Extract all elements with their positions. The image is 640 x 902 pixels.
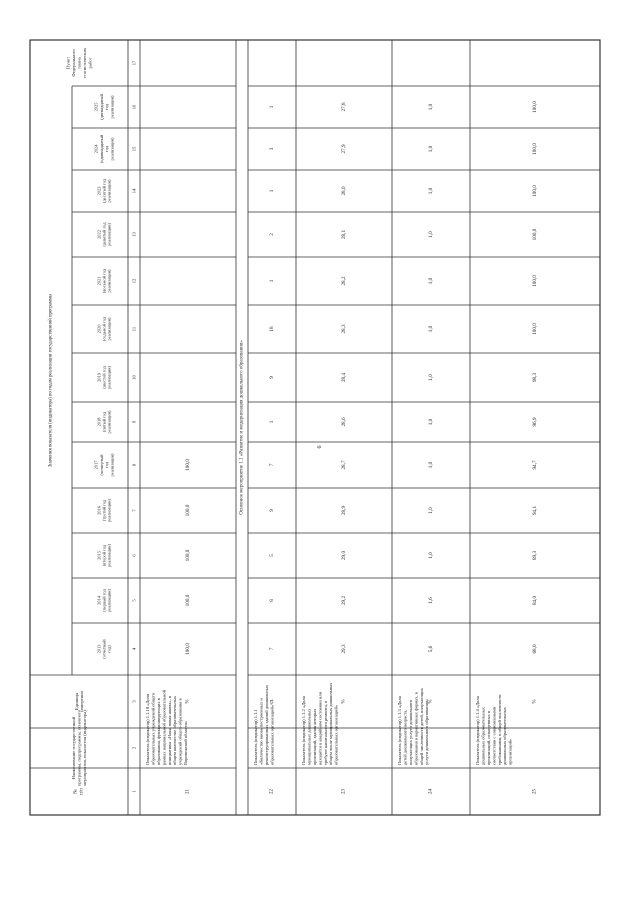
row-25-name-line: соответствии с современными — [491, 706, 497, 765]
row-25-value-2019 — [532, 373, 538, 382]
header-year-2015-line: реализации) — [106, 544, 112, 567]
header-year-2022-line: реализации) — [106, 223, 112, 246]
header-source-line: Федерального — [71, 49, 77, 77]
row-22-value-2015 — [269, 554, 275, 557]
row-25-unit — [533, 699, 538, 703]
header-year-2017 — [94, 453, 115, 476]
header-year-2020-line: (седьмой год — [101, 316, 107, 342]
header-year-2019 — [96, 366, 111, 389]
row-22-value-2015-line: 5 — [269, 554, 275, 557]
column-number-7 — [132, 509, 137, 512]
row-24-value-2020-line: 1,0 — [428, 325, 434, 333]
header-year-2019-line: (шестой год — [101, 366, 107, 389]
table-grid — [30, 40, 600, 815]
row-25-value-2014-line: 84,0 — [532, 595, 538, 606]
row-24-value-2022 — [428, 231, 434, 238]
row-22-num — [270, 789, 275, 795]
row-25-value-2022-line: 100,0 — [532, 228, 538, 241]
row-24-value-2013-line: 5,6 — [428, 645, 434, 653]
row-25-name-line: требованиями, в общей численности — [496, 694, 502, 765]
header-year-2017-line: (четвертый — [98, 454, 104, 476]
row-21-name-line: Воронежской области» — [183, 720, 189, 765]
row-25-value-2021-line: 100,0 — [532, 275, 538, 287]
row-23-value-2022-line: 28,1 — [341, 229, 347, 240]
row-23-value-2016 — [341, 506, 347, 515]
row-22-value-2018-line: 1 — [269, 420, 275, 424]
column-number-9 — [132, 420, 137, 423]
row-25-value-2024 — [532, 143, 538, 155]
header-name — [71, 709, 88, 786]
row-22-value-2022-line: 2 — [269, 233, 275, 236]
header-year-2023 — [96, 178, 111, 203]
row-22-name-line: «Количество вновь построенных и — [258, 698, 264, 765]
row-24-value-2014-line: 1,6 — [428, 597, 434, 604]
row-24-value-2018 — [428, 418, 434, 425]
row-23-value-2024-line: 27,9 — [341, 144, 347, 154]
column-number-7-line: 7 — [131, 509, 137, 512]
row-24-value-2024-line: 1,0 — [428, 145, 434, 153]
column-number-9-line: 9 — [131, 420, 137, 424]
row-21-unit-line: % — [185, 699, 191, 704]
row-25-name-line: дошкольных образовательных — [480, 707, 486, 765]
column-number-1 — [132, 790, 137, 793]
row-22-value-2025-line: 1 — [269, 105, 275, 109]
row-24-num-line: 24 — [428, 789, 434, 794]
header-year-2018-line: (пятый год — [101, 411, 107, 433]
header-source-line: работ — [87, 57, 93, 69]
row-25-value-2016-line: 94,1 — [532, 505, 538, 516]
row-24-value-2020 — [428, 325, 434, 332]
header-year-2025-line: 2025 — [93, 102, 99, 112]
row-22-unit-line: ед. — [269, 698, 275, 705]
header-year-2022 — [96, 222, 111, 247]
row-22-value-2020 — [269, 326, 275, 332]
header-year-2013-line: 2013 — [96, 644, 102, 654]
header-num-line: п/п — [79, 788, 85, 795]
row-23-value-2020 — [341, 324, 347, 333]
column-number-15-line: 15 — [131, 146, 137, 152]
row-22-value-2016-line: 9 — [269, 509, 275, 512]
table-text — [49, 47, 539, 795]
row-25-value-2019-line: 98,3 — [532, 372, 538, 383]
row-24-unit — [429, 699, 434, 703]
row-22-value-2021-line: 1 — [269, 279, 275, 283]
column-number-12-line: 12 — [131, 278, 137, 284]
column-number-2 — [132, 746, 137, 749]
row-23-num-line: 23 — [341, 789, 347, 794]
header-year-2014 — [96, 589, 111, 612]
row-25-value-2016 — [532, 506, 538, 515]
row-25-value-2014 — [532, 596, 538, 605]
header-year-2022-line: 2022 — [96, 230, 102, 239]
header-source-line: статистических — [81, 47, 87, 79]
row-21-value-2014-line: 100,0 — [185, 594, 191, 607]
header-year-2022-line: (девятый год — [101, 222, 107, 247]
header-unit-line: измерения — [79, 691, 85, 712]
row-24-name-line: детей дошкольного возраста, — [402, 709, 408, 765]
row-25-value-2020 — [532, 323, 538, 335]
row-25-num-line: 25 — [532, 789, 538, 794]
row-24-value-2024 — [428, 145, 434, 152]
row-22-value-2024-line: 3 — [269, 147, 275, 151]
row-22-value-2023 — [269, 189, 275, 192]
header-year-2021-line: реализации) — [106, 269, 112, 293]
row-25-value-2021 — [532, 275, 538, 287]
row-24-value-2013 — [428, 645, 434, 652]
row-24-value-2016 — [428, 507, 434, 514]
row-21-value-2014 — [185, 594, 191, 606]
row-24-value-2019 — [428, 374, 434, 381]
header-year-2019-line: 2019 — [96, 373, 102, 382]
row-23-name-line: образовательных организаций» — [333, 704, 339, 765]
page-number-line: 6 — [317, 445, 323, 449]
row-21-name-line: рамках национальной образовательной — [161, 689, 167, 765]
row-23-value-2023 — [341, 186, 347, 195]
row-24-value-2015-line: 1,0 — [428, 552, 434, 559]
column-number-12 — [132, 278, 137, 283]
column-number-16 — [132, 104, 137, 109]
row-22-unit — [270, 699, 275, 705]
header-year-2014-line: 2014 — [96, 596, 102, 605]
row-24-name-line: общей численности детей, получающих — [418, 688, 424, 765]
row-23-value-2019-line: 28,4 — [341, 372, 347, 383]
row-25-value-2017-line: 94,7 — [532, 460, 538, 470]
row-24-value-2022-line: 1,0 — [428, 231, 434, 238]
row-23-value-2015-line: 29,0 — [341, 550, 347, 561]
row-25-name-line: Показатель (индикатор) 1.1.4 «Доля — [475, 696, 481, 765]
row-23-value-2016-line: 28,9 — [341, 505, 347, 516]
header-year-2024-line: (одиннадцатый — [98, 134, 104, 164]
row-25-value-2015 — [532, 551, 538, 560]
row-24-name — [397, 687, 429, 765]
column-number-14 — [132, 188, 137, 193]
row-23-value-2014 — [341, 596, 347, 605]
row-21-value-2017 — [185, 459, 191, 471]
header-year-2020-line: 2020 — [96, 324, 102, 334]
row-24-name-line: услуги дошкольного образования» — [424, 698, 430, 765]
section-title — [240, 340, 245, 515]
column-number-6 — [132, 554, 137, 557]
column-number-4 — [132, 647, 137, 650]
row-21-num-line: 21 — [185, 789, 191, 794]
row-24-value-2016-line: 1,0 — [428, 507, 434, 514]
row-24-value-2025-line: 1,0 — [428, 103, 434, 111]
column-number-1-line: 1 — [131, 790, 137, 793]
header-values-title-line: Значения показателя (индикатора) по годам реализации государственной программы — [48, 293, 54, 468]
row-21-value-2015-line: 100,0 — [185, 549, 191, 562]
row-25-name-line: дошкольных образовательных — [502, 707, 508, 765]
section-title-line: Основное мероприятие 1.1 «Развитие и модернизация дошкольного образования» — [239, 340, 245, 515]
row-22-value-2019 — [269, 376, 275, 379]
row-23-value-2021 — [341, 276, 347, 285]
header-year-2024-line: год — [104, 146, 110, 152]
row-21-value-2016 — [185, 504, 191, 516]
row-22-name-line: реконструированных зданий дошкольных — [264, 685, 270, 765]
column-number-5 — [132, 599, 137, 602]
header-year-2016-line: 2016 — [96, 506, 102, 515]
row-24-value-2021 — [428, 277, 434, 284]
header-year-2014-line: реализации) — [106, 589, 112, 612]
row-22-value-2013-line: 7 — [269, 647, 275, 651]
row-21-name — [145, 689, 188, 765]
header-year-2014-line: (первый год — [101, 589, 107, 612]
header-year-2016-line: реализации) — [106, 499, 112, 522]
row-22-name-line: образовательных организаций» — [269, 704, 275, 765]
row-21-value-2016-line: 100,0 — [185, 504, 191, 517]
column-number-3-line: 3 — [131, 700, 137, 703]
header-year-2019-line: реализации) — [106, 366, 112, 389]
column-number-10 — [132, 375, 137, 380]
header-num-line: № — [73, 789, 79, 794]
header-year-2023-line: реализации) — [106, 179, 112, 203]
row-23-name-line: общем числе муниципальных дошкольных — [328, 682, 334, 765]
row-23-name-line: муниципальных дошкольных — [306, 708, 312, 765]
row-21-unit — [186, 699, 191, 703]
row-25-value-2018 — [532, 417, 538, 426]
row-24-value-2021-line: 1,0 — [428, 277, 434, 285]
row-25-value-2023 — [532, 185, 538, 197]
row-22-value-2021 — [269, 279, 275, 282]
row-25-value-2015-line: 89,3 — [532, 550, 538, 561]
header-year-2016-line: (третий год — [101, 499, 107, 522]
row-25-unit-line: % — [532, 699, 538, 704]
column-number-11-line: 11 — [131, 326, 137, 332]
row-24-unit-line: % — [428, 699, 434, 704]
row-25-value-2020-line: 100,0 — [532, 323, 538, 335]
row-23-value-2021-line: 28,2 — [341, 276, 347, 286]
row-21-name-line: Показатель (индикатор) 1.1.10 «Доля — [145, 694, 151, 765]
row-22-value-2024 — [269, 147, 275, 150]
header-year-2015-line: (второй год — [101, 544, 107, 567]
row-21-name-line: учреждений общего образования в — [177, 698, 183, 765]
column-number-13 — [132, 232, 137, 237]
row-23-value-2023-line: 28,0 — [341, 186, 347, 196]
page-number — [317, 446, 323, 449]
column-number-3 — [132, 700, 137, 703]
header-year-2021-line: 2021 — [96, 276, 102, 286]
column-number-14-line: 14 — [131, 188, 137, 194]
row-23-unit-line: % — [341, 699, 347, 704]
row-21-name-line: общем количестве образовательных — [172, 695, 178, 765]
row-24-value-2023-line: 1,0 — [428, 187, 434, 195]
header-year-2017-line: 2017 — [93, 460, 99, 470]
row-24-value-2023 — [428, 187, 434, 194]
row-25-name-line: организаций, оснащенных в — [486, 711, 492, 765]
row-22-value-2017-line: 7 — [269, 463, 275, 467]
row-21-value-2013-line: 100,0 — [185, 643, 191, 655]
row-22-value-2020-line: 18 — [269, 326, 275, 332]
column-number-11 — [132, 326, 137, 331]
row-23-name-line: находятся в аварийном состоянии или — [317, 691, 323, 765]
row-22-value-2025 — [269, 105, 275, 108]
row-22-value-2016 — [269, 509, 275, 512]
row-23-value-2014-line: 29,2 — [341, 595, 347, 606]
row-21-value-2017-line: 100,0 — [185, 459, 191, 471]
row-23-name-line: организаций, здания которых — [312, 708, 318, 765]
column-number-8 — [132, 463, 137, 466]
column-number-15 — [132, 146, 137, 151]
column-number-17 — [132, 60, 137, 65]
header-name-line: программы, подпрограммы, основного — [76, 709, 82, 787]
row-23-value-2018-line: 28,6 — [341, 417, 347, 427]
row-21-name-line: инициативы «Наша новая школа», в — [166, 695, 172, 765]
row-23-value-2015 — [341, 551, 347, 560]
row-22-num-line: 22 — [269, 789, 275, 794]
row-25-value-2013-line: 68,0 — [532, 644, 538, 654]
row-23-value-2025 — [341, 102, 347, 111]
row-25-value-2025 — [532, 101, 538, 113]
row-21-num — [186, 789, 191, 795]
row-24-value-2017-line: 1,0 — [428, 461, 434, 469]
row-22-value-2017 — [269, 463, 275, 466]
column-number-2-line: 2 — [131, 746, 137, 750]
header-year-2013-line: (отчетный — [101, 639, 107, 659]
column-number-13-line: 13 — [131, 232, 137, 237]
row-24-name-line: Показатель (индикатор) 1.1.3 «Доля — [397, 696, 403, 765]
row-23-name-line: требуют капитального ремонта, в — [322, 700, 328, 765]
row-23-num — [342, 789, 347, 795]
header-year-2025-line: год — [104, 104, 110, 110]
row-22-value-2013 — [269, 647, 275, 650]
row-25-value-2023-line: 100,0 — [532, 185, 538, 197]
row-23-value-2020-line: 28,3 — [341, 324, 347, 334]
row-25-num — [533, 789, 538, 795]
row-23-value-2024 — [341, 144, 347, 153]
row-23-value-2013 — [341, 644, 347, 653]
header-year-2018-line: реализации) — [106, 410, 112, 434]
header-name-line: мероприятия, показателя (индикатора) — [81, 710, 87, 786]
header-name-line: Наименование государственной — [71, 716, 77, 780]
row-24-value-2018-line: 1,0 — [428, 418, 434, 426]
row-22-value-2023-line: 1 — [269, 189, 275, 193]
header-unit — [74, 690, 84, 711]
header-year-2015 — [96, 544, 111, 567]
header-year-2023-line: (десятый год — [101, 178, 107, 204]
header-year-2025-line: реализации) — [109, 95, 115, 119]
header-year-2015-line: 2015 — [96, 551, 102, 560]
row-24-value-2015 — [428, 552, 434, 559]
row-23-value-2013-line: 29,3 — [341, 644, 347, 654]
row-24-num — [429, 789, 434, 795]
row-23-value-2025-line: 27,8 — [341, 102, 347, 112]
row-25-value-2018-line: 96,9 — [532, 417, 538, 427]
header-year-2018-line: 2018 — [96, 417, 102, 427]
row-25-value-2024-line: 100,0 — [532, 143, 538, 155]
header-year-2020-line: реализации) — [106, 317, 112, 341]
row-23-value-2018 — [341, 417, 347, 426]
row-22-name — [253, 684, 274, 765]
header-year-2013 — [96, 639, 111, 659]
table-border — [30, 40, 600, 815]
column-number-10-line: 10 — [131, 375, 137, 380]
row-25-value-2022 — [532, 228, 538, 240]
column-number-5-line: 5 — [131, 599, 137, 602]
header-year-2018 — [96, 410, 111, 433]
row-21-value-2015 — [185, 549, 191, 561]
row-22-value-2018 — [269, 420, 275, 423]
header-year-2017-line: год — [104, 462, 110, 468]
header-source-line: плана — [76, 57, 82, 69]
row-21-name-line: образования, функционирующих в — [156, 698, 162, 765]
row-21-name-line: образовательных учреждений общего — [150, 692, 156, 765]
row-24-value-2025 — [428, 103, 434, 110]
row-21-value-2013 — [185, 643, 191, 655]
row-25-name-line: организаций» — [507, 738, 513, 765]
row-23-value-2017-line: 28,7 — [341, 460, 347, 470]
row-23-name-line: Показатель (индикатор) 1.1.2 «Доля — [301, 696, 307, 765]
header-year-2013-line: год) — [106, 645, 112, 653]
header-year-2025-line: (двенадцатый — [98, 94, 104, 120]
header-year-2024-line: 2024 — [93, 144, 99, 154]
header-year-2025 — [94, 94, 115, 120]
header-source-line: Пункт — [65, 56, 71, 70]
row-23-value-2017 — [341, 460, 347, 469]
row-24-value-2019-line: 1,0 — [428, 374, 434, 381]
row-25-value-2017 — [532, 460, 538, 469]
column-number-6-line: 6 — [131, 554, 137, 557]
header-values-title — [49, 293, 54, 467]
row-22-name-line: Показатель (индикатор) 1.1.1 — [253, 709, 259, 765]
column-number-4-line: 4 — [131, 647, 137, 651]
header-source — [66, 47, 93, 78]
header-unit-line: Единица — [73, 692, 79, 711]
header-year-2020 — [96, 316, 111, 341]
row-25-value-2013 — [532, 644, 538, 653]
column-number-17-line: 17 — [131, 60, 137, 66]
header-num — [73, 788, 85, 795]
header-year-2024-line: реализации) — [109, 137, 115, 161]
row-24-value-2014 — [428, 597, 434, 604]
header-year-2023-line: 2023 — [96, 186, 102, 196]
row-23-value-2022 — [341, 230, 347, 239]
row-22-value-2022 — [269, 233, 275, 236]
row-24-name-line: получающих услуги дошкольного — [408, 699, 414, 765]
row-23-value-2019 — [341, 373, 347, 382]
header-year-2021 — [96, 268, 111, 293]
header-year-2021-line: (восьмой год — [101, 268, 107, 294]
row-25-value-2025-line: 100,0 — [532, 101, 538, 113]
header-year-2016 — [96, 499, 111, 522]
row-22-value-2019-line: 9 — [269, 376, 275, 379]
row-25-name — [475, 694, 512, 765]
header-year-2024 — [94, 134, 115, 163]
row-23-unit — [342, 699, 347, 703]
row-22-value-2014 — [269, 599, 275, 602]
row-22-value-2014-line: 8 — [269, 599, 275, 602]
row-23-name — [301, 682, 338, 765]
header-year-2017-line: реализации) — [109, 453, 115, 477]
column-number-8-line: 8 — [131, 463, 137, 467]
row-24-value-2017 — [428, 461, 434, 468]
row-24-name-line: образования в вариативных формах, в — [413, 692, 419, 765]
column-number-16-line: 16 — [131, 104, 137, 110]
